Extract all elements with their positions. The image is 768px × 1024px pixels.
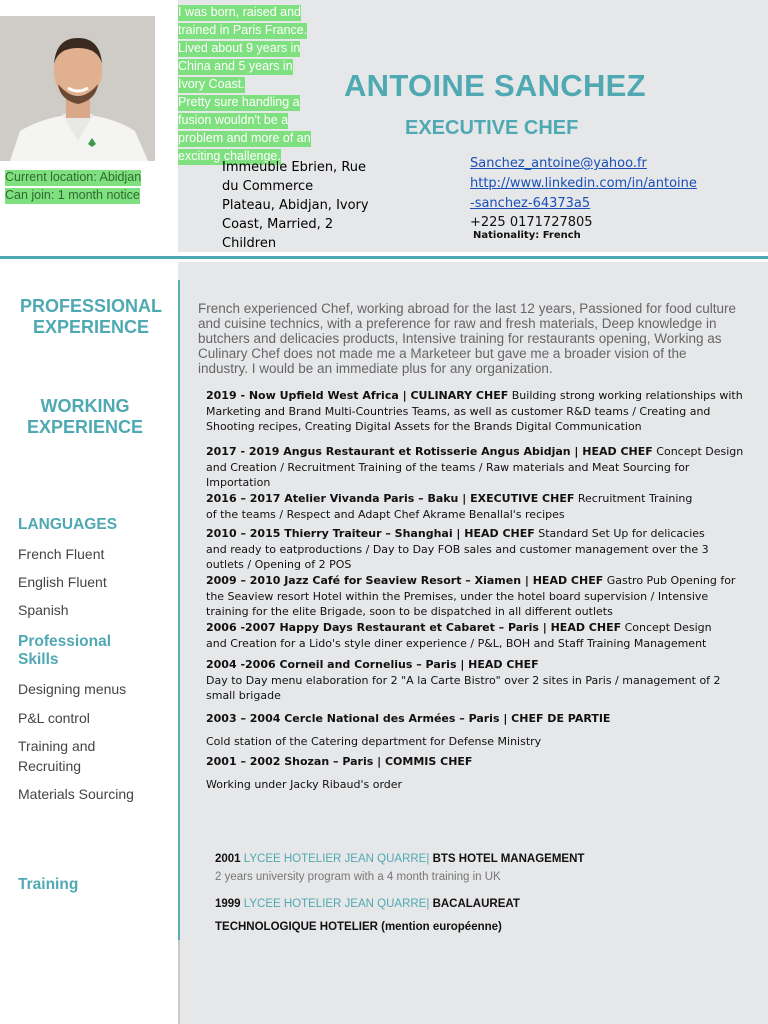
- linkedin-link[interactable]: http://www.linkedin.com/in/antoine: [470, 176, 697, 191]
- bio-line: problem and more of an: [178, 131, 311, 145]
- phone-number: +225 0171727805: [470, 215, 593, 230]
- job-entry: [206, 620, 726, 651]
- language-english: English Fluent: [18, 574, 107, 590]
- address: [222, 158, 392, 253]
- job-entry: [206, 657, 746, 704]
- skill-item: Designing menus: [18, 681, 127, 697]
- current-location: Current location: Abidjan: [5, 170, 142, 184]
- job-desc: Concept Design and Creation for a Lido's style diner experience / P&L, BOH and Staff Training Management: [206, 621, 712, 650]
- job-desc: Recruitment Training of the teams / Respect and Adapt Chef Akrame Benallal's recipes: [206, 492, 693, 521]
- job-entry: [206, 444, 751, 491]
- heading-line: EXPERIENCE: [26, 417, 144, 437]
- skill-item: P&L control: [18, 710, 90, 726]
- language-spanish: Spanish: [18, 602, 69, 618]
- training-school: LYCEE HOTELIER JEAN QUARRE: [243, 898, 427, 910]
- job-desc: Concept Design and Creation / Recruitment Training of the teams / Raw materials and Meat Sourcing for Importation: [206, 445, 744, 489]
- job-desc: Day to Day menu elaboration for 2 "A la Carte Bistro" over 2 sites in Paris / management of 2 small brigade: [206, 673, 721, 702]
- training-entry: 2001 LYCEE HOTELIER JEAN QUARRE| BTS HOTEL MANAGEMENT: [215, 853, 585, 865]
- job-head: 2006 -2007 Happy Days Restaurant et Cabaret – Paris | HEAD CHEF: [206, 621, 622, 634]
- job-head: 2001 – 2002 Shozan – Paris | COMMIS CHEF: [206, 755, 473, 768]
- language-french: French Fluent: [18, 546, 105, 562]
- bio-line: Pretty sure handling a: [178, 95, 300, 109]
- job-head: 2009 – 2010 Jazz Café for Seaview Resort – Xiamen | HEAD CHEF: [206, 574, 604, 587]
- training-school: LYCEE HOTELIER JEAN QUARRE: [243, 853, 427, 865]
- training-detail: TECHNOLOGIQUE HOTELIER (mention européenne): [215, 921, 502, 933]
- linkedin-link-cont[interactable]: -sanchez-64373a5: [470, 196, 591, 211]
- heading-line: EXPERIENCE: [32, 317, 150, 337]
- heading-line: WORKING: [40, 396, 130, 416]
- bio-block: [178, 3, 338, 165]
- skill-item: Materials Sourcing: [18, 786, 134, 802]
- address-line: Plateau, Abidjan, Ivory: [222, 198, 369, 213]
- heading-line: Skills: [18, 651, 59, 668]
- bio-line: I was born, raised and: [178, 5, 301, 19]
- candidate-name: ANTOINE SANCHEZ: [344, 68, 646, 103]
- training-entry: 1999 LYCEE HOTELIER JEAN QUARRE| BACALAUREAT: [215, 898, 520, 910]
- address-line: Children: [222, 236, 277, 251]
- header-divider: [0, 256, 768, 259]
- contact-block: [470, 154, 760, 241]
- heading-working-experience: [0, 396, 170, 438]
- heading-line: Professional: [18, 633, 112, 650]
- job-head: 2017 - 2019 Angus Restaurant et Rotisserie Angus Abidjan | HEAD CHEF: [206, 445, 653, 458]
- profile-photo: [0, 16, 155, 161]
- job-entry: [206, 711, 751, 749]
- job-head: 2016 – 2017 Atelier Vivanda Paris – Baku | EXECUTIVE CHEF: [206, 492, 575, 505]
- training-degree: BACALAUREAT: [432, 898, 520, 910]
- notice-period: Can join: 1 month notice: [5, 188, 140, 202]
- address-line: Coast, Married, 2: [222, 217, 334, 232]
- email-link[interactable]: Sanchez_antoine@yahoo.fr: [470, 156, 647, 171]
- job-desc: Working under Jacky Ribaud's order: [206, 777, 403, 791]
- job-title: EXECUTIVE CHEF: [405, 117, 579, 139]
- job-head: 2004 -2006 Corneil and Cornelius – Paris | HEAD CHEF: [206, 658, 539, 671]
- job-head: 2019 - Now Upfield West Africa | CULINARY CHEF: [206, 389, 509, 402]
- job-desc: Standard Set Up for delicacies and ready to eatproductions / Day to Day FOB sales and customer management over the 3 outlets / Opening of 2 POS: [206, 527, 709, 571]
- bio-line: China and 5 years in: [178, 59, 293, 73]
- bio-line: trained in Paris France.: [178, 23, 308, 37]
- heading-professional-experience: [6, 296, 176, 338]
- column-divider-lower: [178, 940, 180, 1024]
- heading-languages: LANGUAGES: [18, 516, 118, 533]
- job-entry: [206, 491, 706, 522]
- address-line: du Commerce: [222, 179, 314, 194]
- job-desc: Gastro Pub Opening for the Seaview resort Hotel within the Premises, under the hotel board supervision / Intensive training for the elite Brigade, soon to be dispatched in all different outlets: [206, 574, 736, 618]
- training-degree: BTS HOTEL MANAGEMENT: [432, 853, 585, 865]
- training-detail: 2 years university program with a 4 month training in UK: [215, 871, 501, 883]
- heading-professional-skills: [18, 633, 111, 669]
- training-year: 1999: [215, 898, 241, 910]
- bio-line: Ivory Coast.: [178, 77, 245, 91]
- job-desc: Cold station of the Catering department for Defense Ministry: [206, 734, 542, 748]
- job-head: 2010 – 2015 Thierry Traiteur – Shanghai | HEAD CHEF: [206, 527, 535, 540]
- column-divider: [178, 280, 180, 1024]
- profile-summary: French experienced Chef, working abroad for the last 12 years, Passioned for food culture and cuisine technics, with a preference for raw and fresh materials, Deep knowledge in butchers and delicacies products, Intensive training for restaurants opening, Working as Culinary Chef does not made me a Marketeer but gave me a broader vision of the industry. I would be an immediate plus for any organization.: [198, 301, 737, 376]
- job-head: 2003 – 2004 Cercle National des Armées – Paris | CHEF DE PARTIE: [206, 712, 611, 725]
- skill-item: Training and Recruiting: [18, 738, 96, 774]
- heading-line: PROFESSIONAL: [19, 296, 162, 316]
- job-desc: Building strong working relationships with Marketing and Brand Multi-Countries Teams, as well as customer R&D teams / Creating and Shooting recipes, Creating Digital Assets for the Brands Digital Communication: [206, 389, 743, 433]
- address-line: Immeuble Ebrien, Rue: [222, 160, 367, 175]
- bio-line: Lived about 9 years in: [178, 41, 301, 55]
- job-entry: [206, 573, 741, 620]
- location-block: [5, 168, 141, 204]
- bio-line: exciting challenge.: [178, 149, 281, 163]
- training-year: 2001: [215, 853, 241, 865]
- bio-line: fusion wouldn't be a: [178, 113, 289, 127]
- job-entry: [206, 526, 721, 573]
- nationality: Nationality: French: [473, 230, 581, 241]
- chef-portrait-icon: [0, 16, 155, 161]
- job-entry: [206, 754, 751, 792]
- job-entry: [206, 388, 751, 435]
- heading-training: Training: [18, 876, 79, 893]
